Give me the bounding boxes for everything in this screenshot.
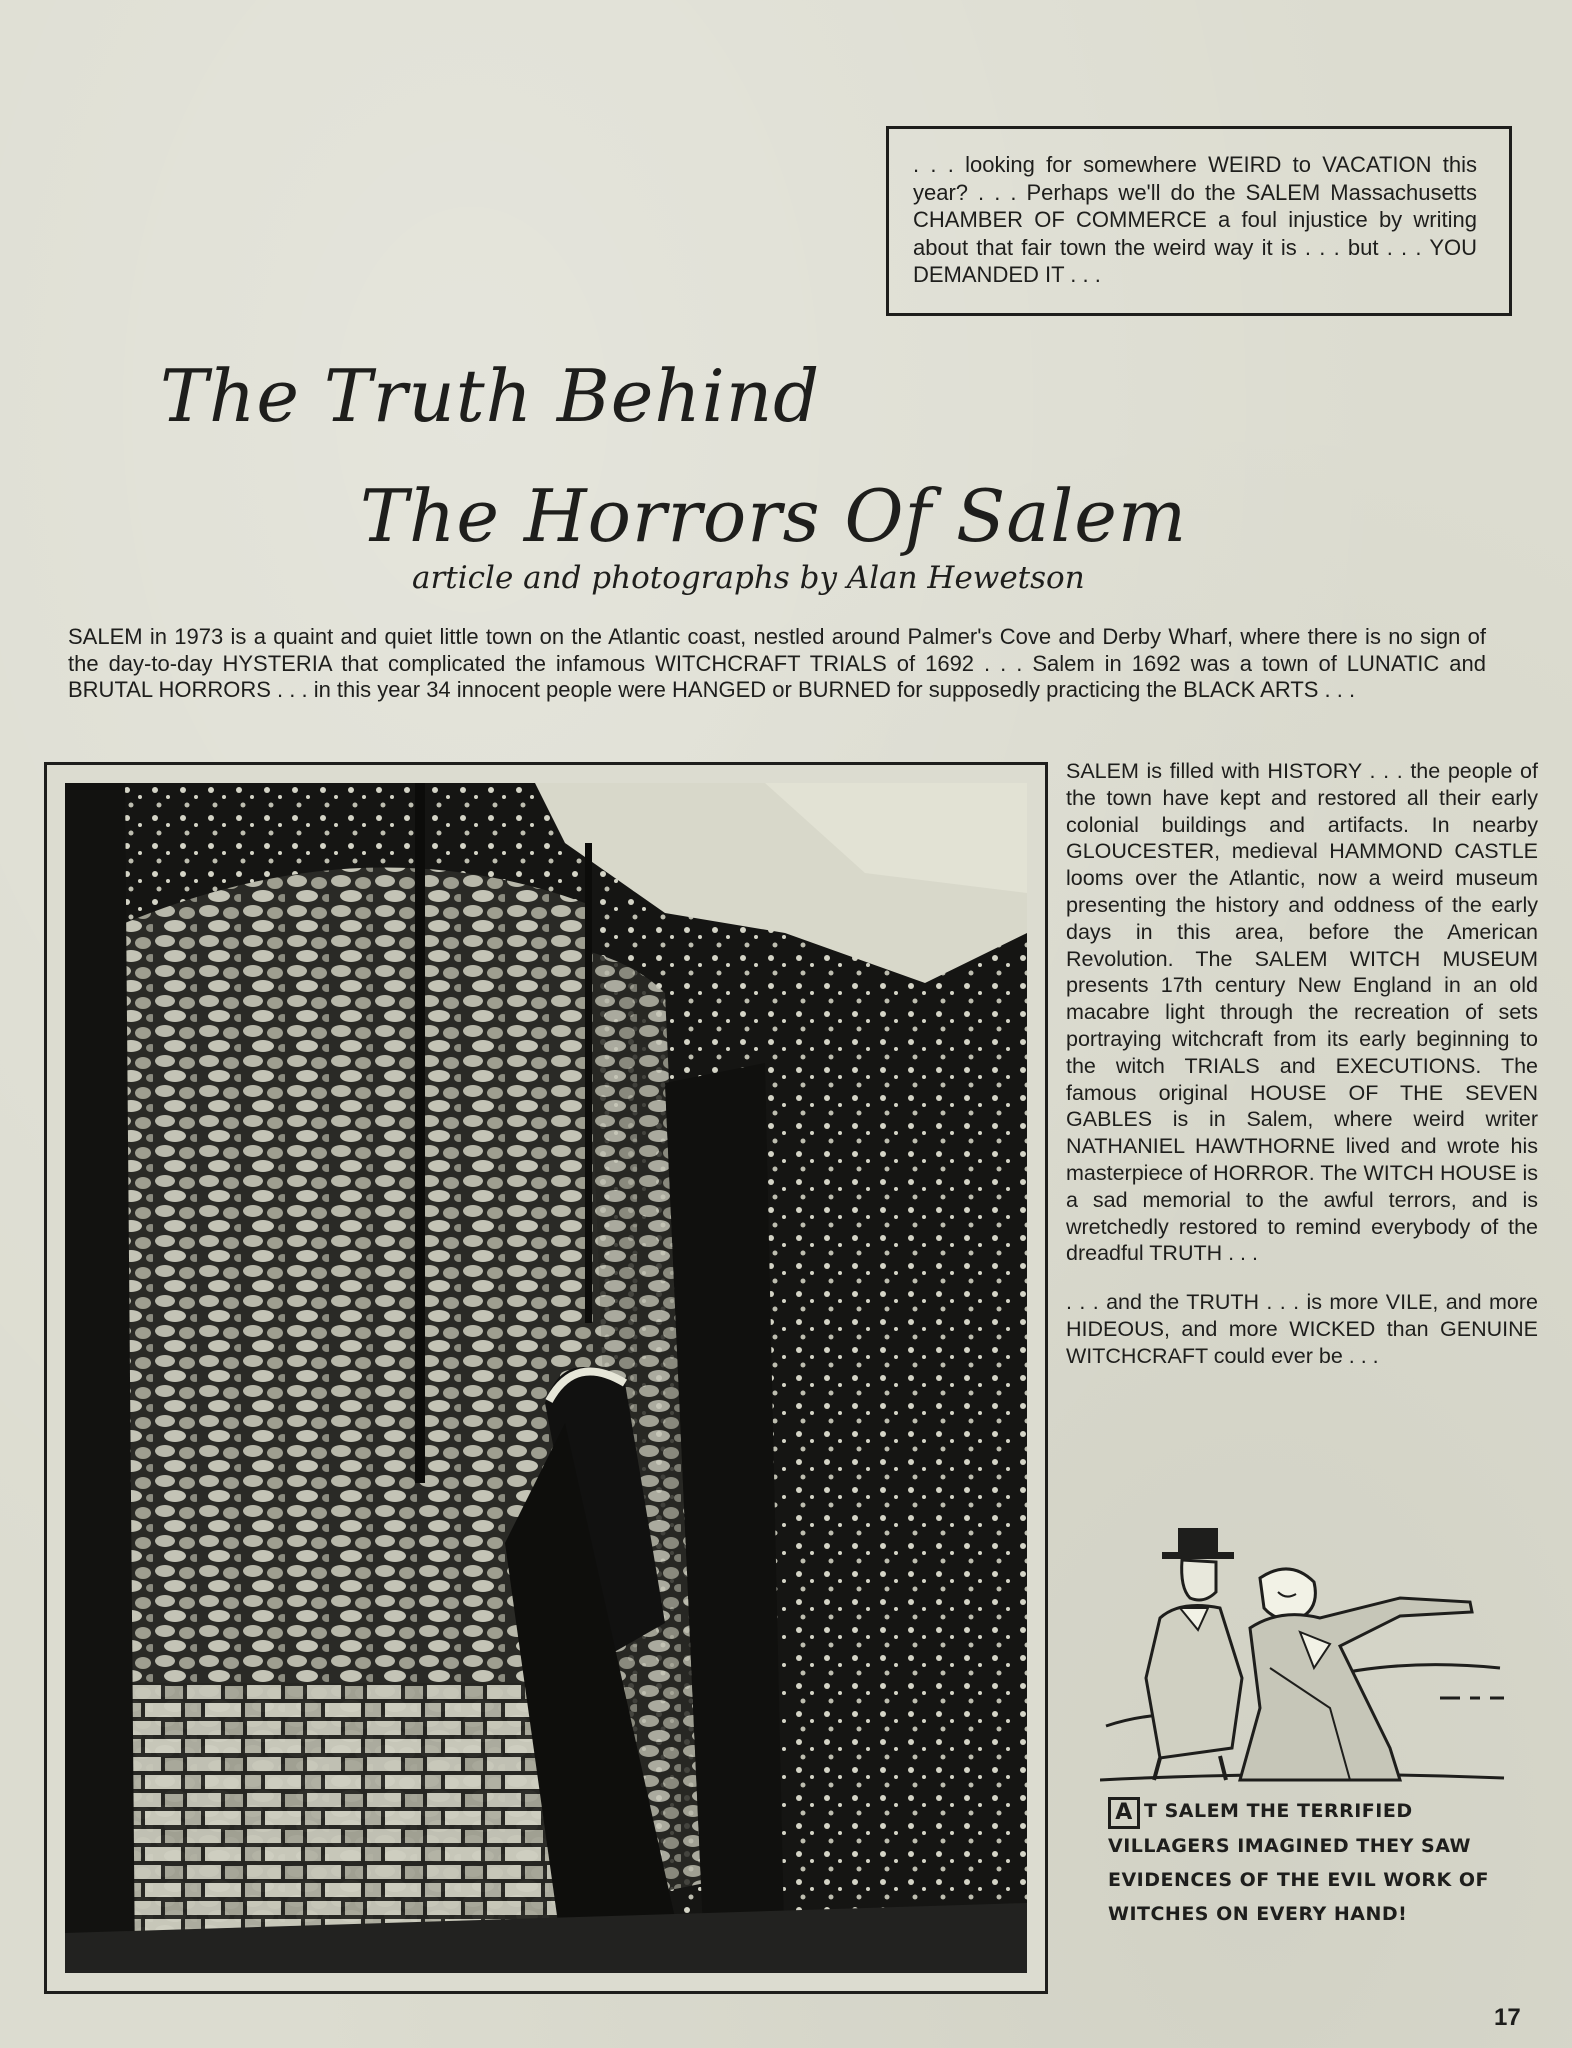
body-paragraph-2: . . . and the TRUTH . . . is more VILE, and more HIDEOUS, and more WICKED than GENUINE WITCHCRAFT could ever be . . . bbox=[1066, 1290, 1538, 1368]
body-paragraph-1: SALEM is filled with HISTORY . . . the people of the town have kept and restored all their early colonial buildings and artifacts. In nearby GLOUCESTER, medieval HAMMOND CASTLE looms over the Atlantic, now a weird museum presenting the history and oddness of the early days in this area, before the American Revolution. The SALEM WITCH MUSEUM presents 17th century New England in an old macabre light through the recreation of sets portraying witchcraft from its early beginning to the witch TRIALS and EXECUTIONS. The famous original HOUSE OF THE SEVEN GABLES is in Salem, where weird writer NATHANIEL HAWTHORNE lived and wrote his masterpiece of HORROR. The WITCH HOUSE is a sad memorial to the awful terrors, and is wretchedly restored to remind everybody of the dreadful TRUTH . . . bbox=[1066, 759, 1538, 1266]
article-title-line-2: The Horrors Of Salem bbox=[360, 474, 1188, 558]
intro-text: . . . looking for somewhere WEIRD to VACATION this year? . . . Perhaps we'll do the SALEM Massachusetts CHAMBER OF COMMERCE a foul injustice by writing about that fair town the weird way it is . . . but . . . YOU DEMANDED IT . . . bbox=[913, 152, 1477, 287]
caption-initial: A bbox=[1108, 1797, 1140, 1829]
article-byline: article and photographs by Alan Hewetson bbox=[412, 560, 1085, 596]
stone-tower-image bbox=[65, 783, 1027, 1973]
caption-text: T SALEM THE TERRIFIED VILLAGERS IMAGINED THEY SAW EVIDENCES OF THE EVIL WORK OF WITCHES ON EVERY HAND! bbox=[1108, 1800, 1490, 1925]
intro-callout-box bbox=[886, 126, 1512, 316]
article-title-line-1: The Truth Behind bbox=[160, 354, 821, 438]
pilgrims-illustration bbox=[1100, 1508, 1510, 1788]
lede-text: SALEM in 1973 is a quaint and quiet little town on the Atlantic coast, nestled around Palmer's Cove and Derby Wharf, where there is no sign of the day-to-day HYSTERIA that complicated the infamous WITCHCRAFT TRIALS of 1692 . . . Salem in 1692 was a town of LUNATIC and BRUTAL HORRORS . . . in this year 34 innocent people were HANGED or BURNED for supposedly practicing the BLACK ARTS . . . bbox=[68, 624, 1486, 702]
lede-paragraph bbox=[68, 624, 1486, 704]
illustration-caption bbox=[1108, 1794, 1508, 1931]
body-column bbox=[1066, 758, 1538, 1392]
photo-frame bbox=[44, 762, 1048, 1994]
page-number: 17 bbox=[1494, 2004, 1521, 2031]
castle-tower-photo bbox=[65, 783, 1027, 1973]
